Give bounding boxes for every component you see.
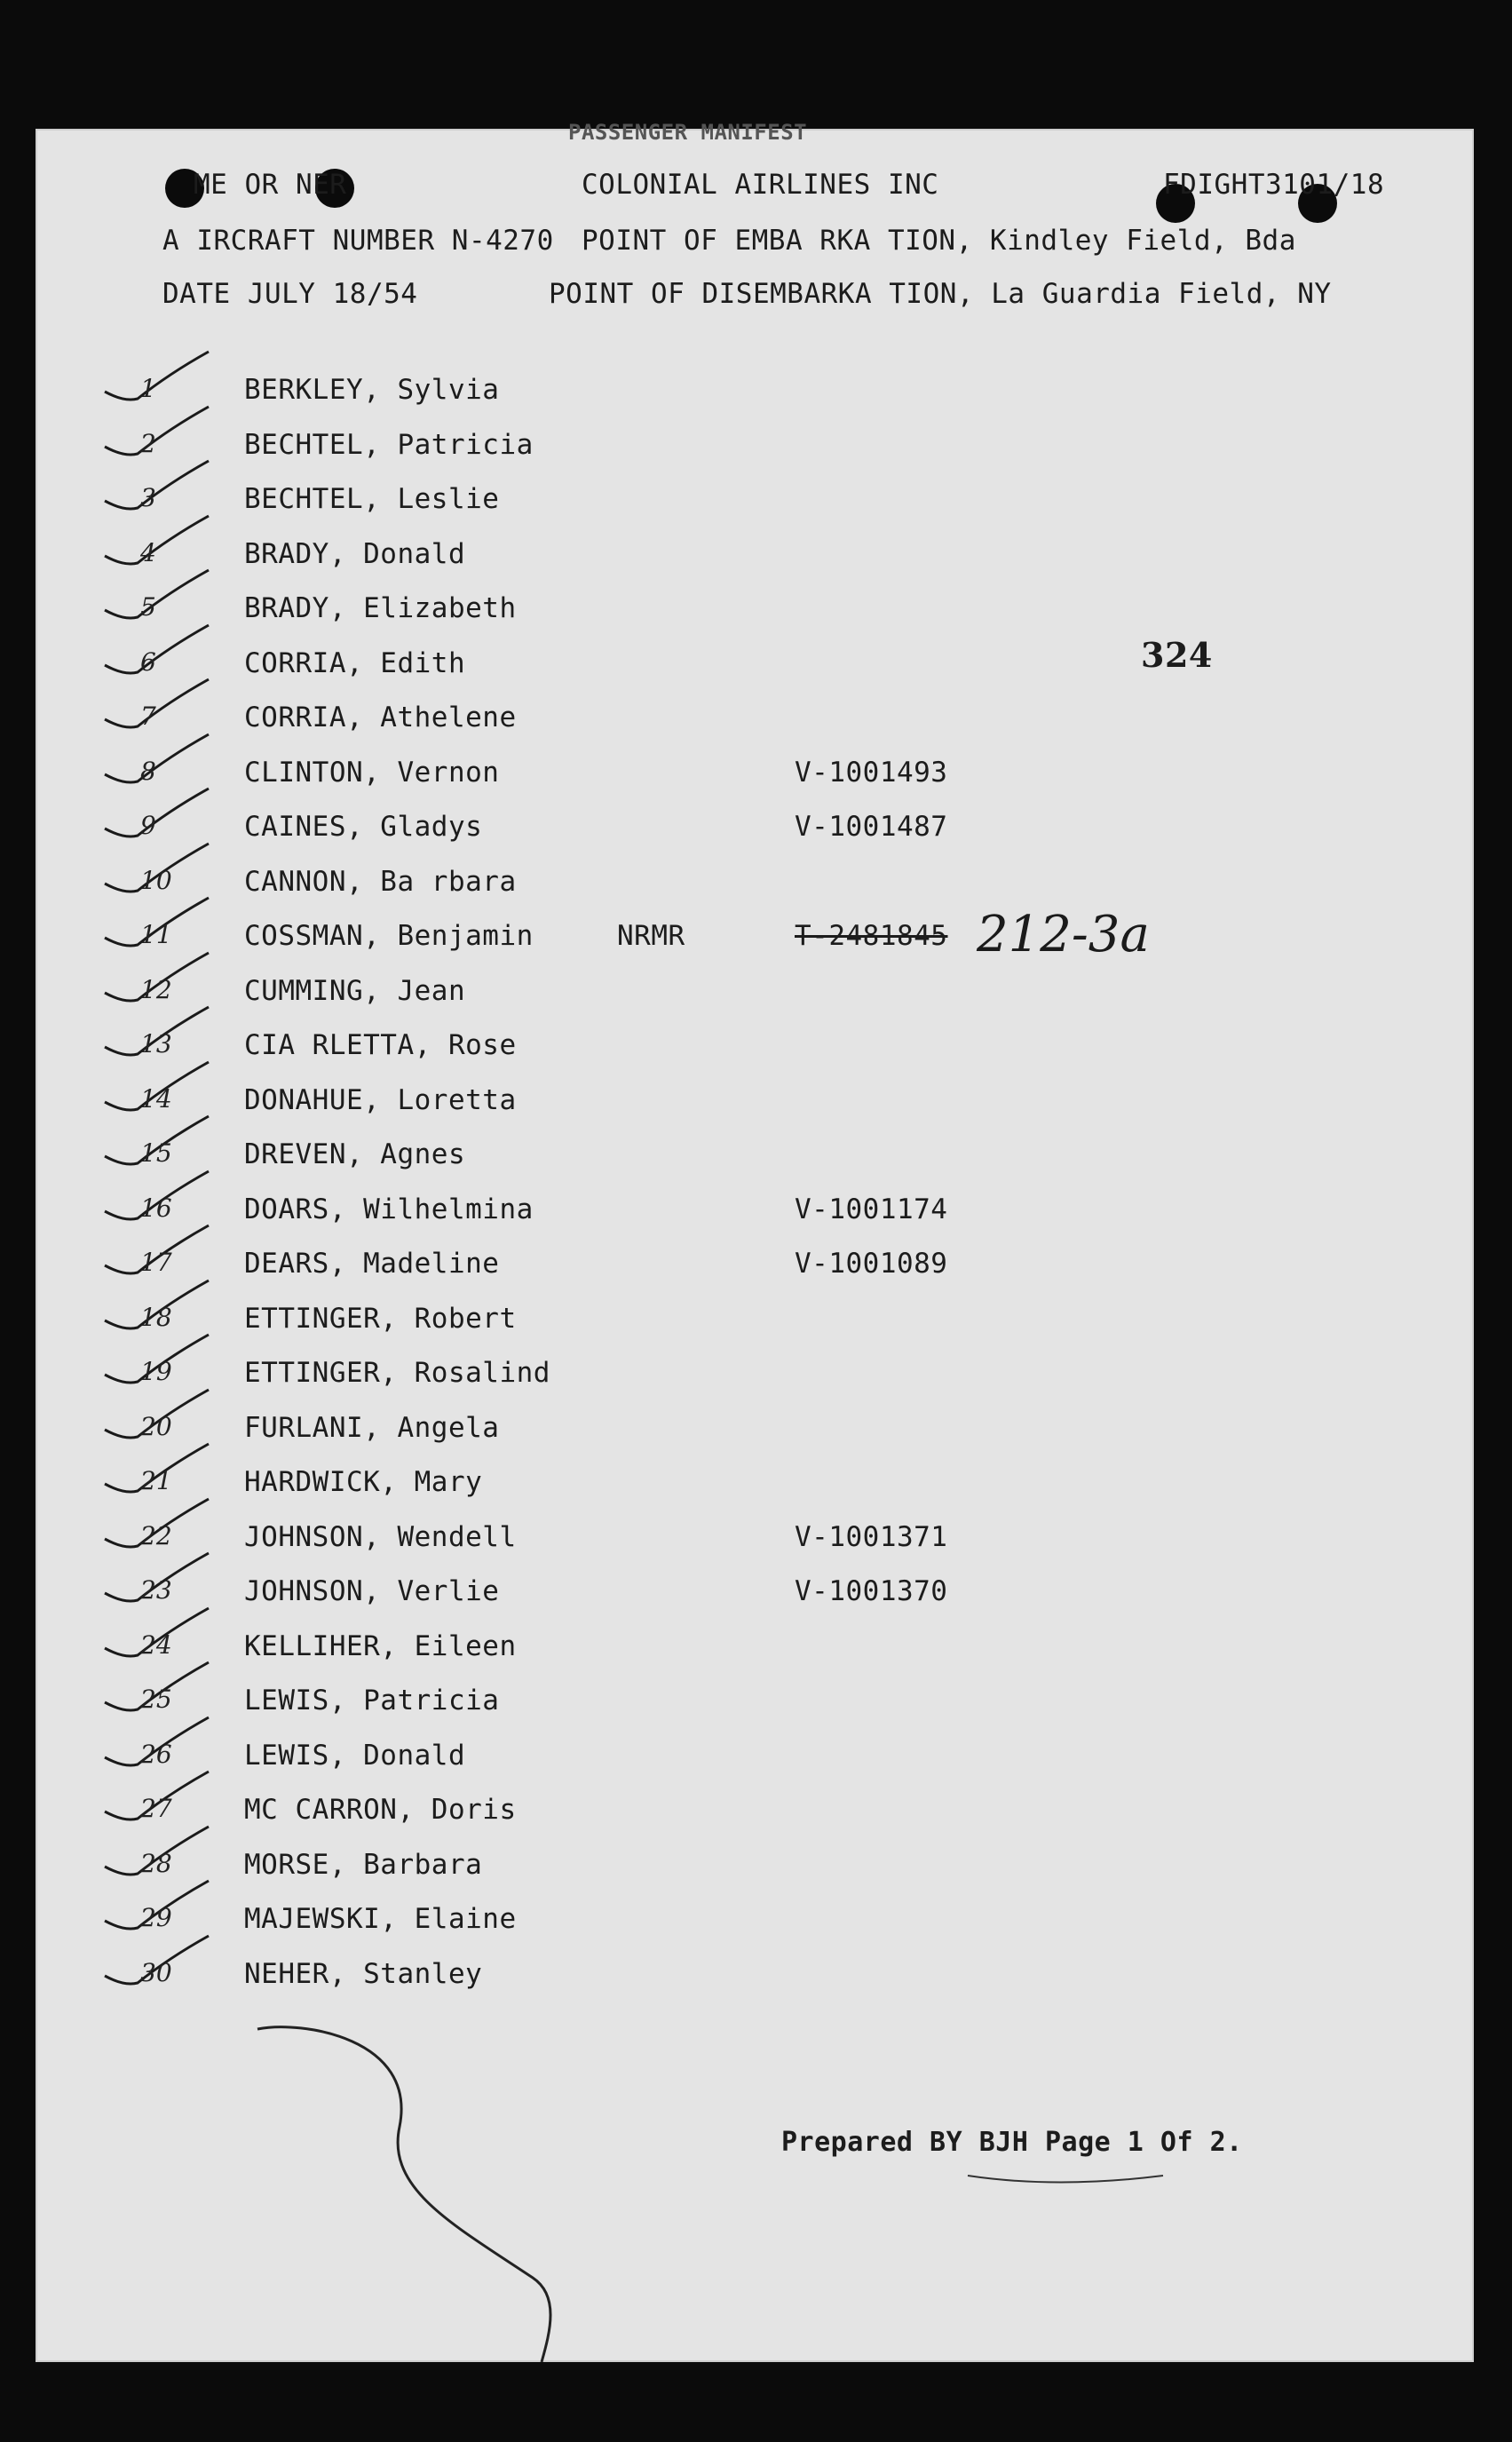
passenger-number: 8 bbox=[140, 756, 156, 786]
passenger-name: BERKLEY, Sylvia bbox=[244, 374, 500, 406]
passenger-number: 15 bbox=[140, 1138, 172, 1168]
passenger-name: ETTINGER, Rosalind bbox=[244, 1357, 550, 1389]
passenger-name: JOHNSON, Wendell bbox=[244, 1520, 517, 1553]
manifest-page bbox=[36, 120, 1474, 2362]
visa-number: V-1001487 bbox=[795, 811, 948, 843]
passenger-number: 3 bbox=[140, 483, 156, 512]
passenger-name: CUMMING, Jean bbox=[244, 974, 466, 1007]
passenger-number: 21 bbox=[140, 1466, 172, 1495]
passenger-name: CAINES, Gladys bbox=[244, 811, 483, 843]
passenger-number: 23 bbox=[140, 1575, 172, 1605]
passenger-number: 26 bbox=[140, 1739, 172, 1769]
passenger-number: 12 bbox=[140, 974, 172, 1004]
passenger-name: CLINTON, Vernon bbox=[244, 756, 500, 789]
passenger-number: 30 bbox=[140, 1957, 172, 1987]
passenger-number: 17 bbox=[140, 1248, 172, 1277]
passenger-number: 1 bbox=[140, 374, 156, 403]
passenger-number: 29 bbox=[140, 1903, 172, 1932]
visa-number: V-1001371 bbox=[795, 1520, 948, 1553]
passenger-number: 28 bbox=[140, 1848, 172, 1878]
date-field: DATE JULY 18/54 bbox=[162, 278, 418, 310]
passenger-code: NRMR bbox=[617, 920, 685, 952]
passenger-name: DEARS, Madeline bbox=[244, 1248, 500, 1280]
passenger-name: DREVEN, Agnes bbox=[244, 1138, 466, 1170]
passenger-number: 25 bbox=[140, 1685, 172, 1714]
passenger-name: FURLANI, Angela bbox=[244, 1411, 500, 1444]
passenger-number: 7 bbox=[140, 702, 156, 731]
passenger-name: MC CARRON, Doris bbox=[244, 1794, 517, 1826]
passenger-number: 13 bbox=[140, 1029, 172, 1058]
passenger-name: KELLIHER, Eileen bbox=[244, 1629, 517, 1662]
passenger-number: 22 bbox=[140, 1520, 172, 1550]
passenger-number: 6 bbox=[140, 646, 156, 677]
stamp-number: 324 bbox=[1141, 635, 1213, 675]
point-of-disembarkation: POINT OF DISEMBARKA TION, La Guardia Field, NY bbox=[549, 278, 1332, 310]
passenger-name: BRADY, Elizabeth bbox=[244, 592, 517, 624]
passenger-name: NEHER, Stanley bbox=[244, 1957, 483, 1990]
passenger-name: JOHNSON, Verlie bbox=[244, 1575, 500, 1607]
visa-number: V-1001370 bbox=[795, 1575, 948, 1607]
handwriting-stroke bbox=[36, 129, 1474, 2362]
passenger-name: HARDWICK, Mary bbox=[244, 1466, 483, 1498]
passenger-name: BRADY, Donald bbox=[244, 537, 466, 570]
prepared-by-footer: Prepared BY BJH Page 1 Of 2. bbox=[781, 2127, 1243, 2158]
passenger-number: 16 bbox=[140, 1193, 172, 1223]
airline-name: COLONIAL AIRLINES INC bbox=[582, 169, 939, 201]
passenger-name: MORSE, Barbara bbox=[244, 1848, 483, 1881]
flight-number: FDIGHT3101/18 bbox=[1163, 169, 1385, 201]
owner-label: ME OR NER bbox=[194, 169, 347, 201]
visa-number: V-1001493 bbox=[795, 756, 948, 789]
passenger-name: CORRIA, Edith bbox=[244, 646, 466, 679]
passenger-number: 2 bbox=[140, 428, 156, 458]
passenger-number: 10 bbox=[140, 865, 172, 895]
passenger-name: CORRIA, Athelene bbox=[244, 702, 517, 733]
passenger-number: 14 bbox=[140, 1083, 172, 1114]
passenger-name: BECHTEL, Patricia bbox=[244, 428, 534, 461]
visa-number: T-2481845 bbox=[795, 920, 948, 952]
passenger-number: 19 bbox=[140, 1357, 172, 1386]
handwritten-note: 212-3a bbox=[977, 906, 1150, 963]
passenger-number: 5 bbox=[140, 592, 156, 622]
passenger-name: BECHTEL, Leslie bbox=[244, 483, 500, 515]
passenger-name: DONAHUE, Loretta bbox=[244, 1083, 517, 1116]
passenger-number: 24 bbox=[140, 1629, 172, 1660]
passenger-name: DOARS, Wilhelmina bbox=[244, 1193, 534, 1225]
passenger-number: 9 bbox=[140, 811, 156, 840]
passenger-number: 27 bbox=[140, 1794, 172, 1823]
visa-number: V-1001174 bbox=[795, 1193, 948, 1225]
passenger-name: MAJEWSKI, Elaine bbox=[244, 1903, 517, 1935]
passenger-name: ETTINGER, Robert bbox=[244, 1302, 517, 1335]
passenger-name: LEWIS, Patricia bbox=[244, 1685, 500, 1717]
passenger-number: 18 bbox=[140, 1302, 172, 1332]
passenger-number: 4 bbox=[140, 537, 156, 567]
manifest-title: PASSENGER MANIFEST bbox=[568, 120, 808, 145]
passenger-name: LEWIS, Donald bbox=[244, 1739, 466, 1772]
passenger-name: CANNON, Ba rbara bbox=[244, 865, 517, 898]
passenger-name: CIA RLETTA, Rose bbox=[244, 1029, 517, 1061]
point-of-embarkation: POINT OF EMBA RKA TION, Kindley Field, Bda bbox=[582, 225, 1296, 257]
passenger-number: 20 bbox=[140, 1411, 172, 1441]
visa-number: V-1001089 bbox=[795, 1248, 948, 1280]
passenger-number: 11 bbox=[140, 920, 172, 949]
aircraft-number: A IRCRAFT NUMBER N-4270 bbox=[162, 225, 554, 257]
passenger-name: COSSMAN, Benjamin bbox=[244, 920, 534, 952]
